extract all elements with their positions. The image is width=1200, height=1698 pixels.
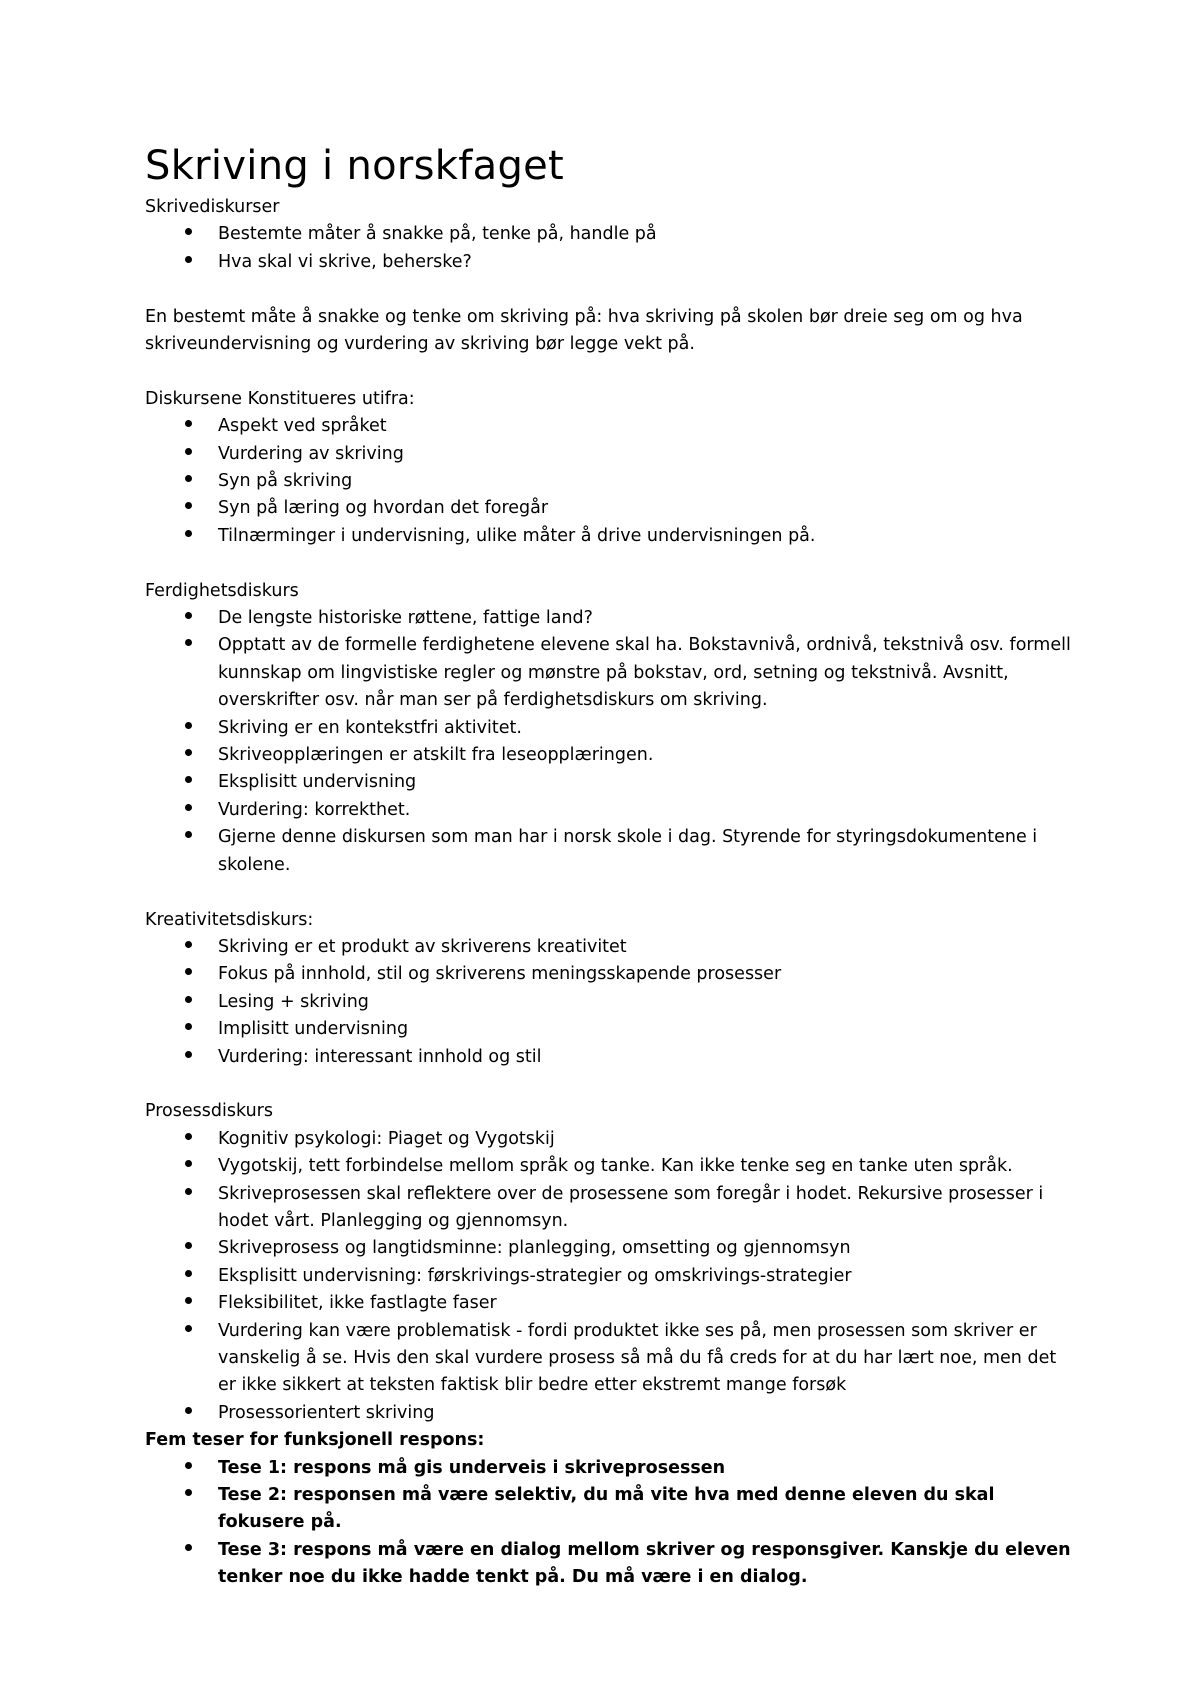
bullet-icon <box>185 420 192 427</box>
section-diskursene <box>145 386 1075 550</box>
bullet-icon <box>185 1023 192 1030</box>
bullet-icon <box>185 1188 192 1195</box>
bullet-icon <box>185 502 192 509</box>
document-page <box>145 140 1075 1592</box>
bullet-icon <box>185 831 192 838</box>
list-item: Vurdering: interessant innhold og stil <box>145 1044 1075 1071</box>
list-item: Syn på skriving <box>145 468 1075 495</box>
list-item: Skriveprosess og langtidsminne: planlegging, omsetting og gjennomsyn <box>145 1235 1075 1262</box>
bullet-list <box>145 934 1075 1071</box>
bullet-icon <box>185 228 192 235</box>
bullet-icon <box>185 1544 192 1551</box>
list-item: Hva skal vi skrive, beherske? <box>145 249 1075 276</box>
bullet-icon <box>185 639 192 646</box>
bullet-icon <box>185 256 192 263</box>
page-title: Skriving i norskfaget <box>145 143 565 189</box>
section-kreativitetsdiskurs <box>145 907 1075 1071</box>
bullet-icon <box>185 1160 192 1167</box>
list-item: Eksplisitt undervisning <box>145 769 1075 796</box>
section-heading: Skrivediskurser <box>145 197 280 217</box>
list-item: Tese 3: respons må være en dialog mellom skriver og responsgiver. Kanskje du eleven tenker noe du ikke hadde tenkt på. Du må være i en dialog. <box>145 1537 1075 1592</box>
bullet-icon <box>185 1462 192 1469</box>
bullet-icon <box>185 1489 192 1496</box>
bullet-icon <box>185 1270 192 1277</box>
bullet-icon <box>185 804 192 811</box>
list-item: Kognitiv psykologi: Piaget og Vygotskij <box>145 1126 1075 1153</box>
list-item: Lesing + skriving <box>145 989 1075 1016</box>
bullet-icon <box>185 1133 192 1140</box>
bullet-icon <box>185 1325 192 1332</box>
section-heading: Prosessdiskurs <box>145 1101 273 1122</box>
section-heading: Ferdighetsdiskurs <box>145 580 299 601</box>
list-item: Skriving er et produkt av skriverens kreativitet <box>145 934 1075 961</box>
intro-paragraph: En bestemt måte å snakke og tenke om skriving på: hva skriving på skolen bør dreie seg om og hva skriveundervisning og vurdering av skriving bør legge vekt på. <box>145 306 1023 355</box>
bullet-list <box>145 413 1075 550</box>
section-skrivediskurser <box>145 194 1075 276</box>
list-item: Tese 2: responsen må være selektiv, du må vite hva med denne eleven du skal fokusere på. <box>145 1482 1075 1537</box>
section-heading: Fem teser for funksjonell respons: <box>145 1430 485 1451</box>
bullet-icon <box>185 1051 192 1058</box>
section-heading: Diskursene Konstitueres utifra: <box>145 388 415 409</box>
bullet-icon <box>185 749 192 756</box>
list-item: Opptatt av de formelle ferdighetene elevene skal ha. Bokstavnivå, ordnivå, tekstnivå osv. formell kunnskap om lingvistiske regler og mønstre på bokstav, ord, setning og tekstnivå. Avsnitt, overskrifter osv. når man ser på ferdighetsdiskurs om skriving. <box>145 632 1075 714</box>
list-item: Prosessorientert skriving <box>145 1400 1075 1427</box>
list-item: Bestemte måter å snakke på, tenke på, handle på <box>145 221 1075 248</box>
section-ferdighetsdiskurs <box>145 578 1075 879</box>
section-heading: Kreativitetsdiskurs: <box>145 909 314 930</box>
list-item: Vygotskij, tett forbindelse mellom språk og tanke. Kan ikke tenke seg en tanke uten språk. <box>145 1153 1075 1180</box>
list-item: De lengste historiske røttene, fattige land? <box>145 605 1075 632</box>
bullet-icon <box>185 1297 192 1304</box>
list-item: Syn på læring og hvordan det foregår <box>145 495 1075 522</box>
bullet-icon <box>185 968 192 975</box>
bullet-icon <box>185 1407 192 1414</box>
list-item: Skriveopplæringen er atskilt fra leseopplæringen. <box>145 742 1075 769</box>
list-item: Tilnærminger i undervisning, ulike måter å drive undervisningen på. <box>145 523 1075 550</box>
list-item: Vurdering: korrekthet. <box>145 797 1075 824</box>
bullet-icon <box>185 1242 192 1249</box>
bullet-list <box>145 1455 1075 1592</box>
bullet-list <box>145 221 1075 276</box>
list-item: Vurdering av skriving <box>145 441 1075 468</box>
bullet-icon <box>185 448 192 455</box>
list-item: Gjerne denne diskursen som man har i norsk skole i dag. Styrende for styringsdokumentene i skolene. <box>145 824 1075 879</box>
bullet-icon <box>185 475 192 482</box>
list-item: Eksplisitt undervisning: førskrivings-strategier og omskrivings-strategier <box>145 1263 1075 1290</box>
list-item: Aspekt ved språket <box>145 413 1075 440</box>
bullet-icon <box>185 612 192 619</box>
list-item: Fleksibilitet, ikke fastlagte faser <box>145 1290 1075 1317</box>
list-item: Implisitt undervisning <box>145 1016 1075 1043</box>
list-item: Tese 1: respons må gis underveis i skriveprosessen <box>145 1455 1075 1482</box>
section-fem-teser <box>145 1427 1075 1591</box>
bullet-list <box>145 605 1075 879</box>
list-item: Skriving er en kontekstfri aktivitet. <box>145 715 1075 742</box>
section-prosessdiskurs <box>145 1098 1075 1427</box>
bullet-icon <box>185 996 192 1003</box>
bullet-icon <box>185 722 192 729</box>
list-item: Vurdering kan være problematisk - fordi produktet ikke ses på, men prosessen som skriver er vanskelig å se. Hvis den skal vurdere prosess så må du få creds for at du har lært noe, men det er ikke sikkert at teksten faktisk blir bedre etter ekstremt mange forsøk <box>145 1318 1075 1400</box>
bullet-list <box>145 1126 1075 1427</box>
bullet-icon <box>185 941 192 948</box>
list-item: Skriveprosessen skal reflektere over de prosessene som foregår i hodet. Rekursive prosesser i hodet vårt. Planlegging og gjennomsyn. <box>145 1181 1075 1236</box>
bullet-icon <box>185 530 192 537</box>
list-item: Fokus på innhold, stil og skriverens meningsskapende prosesser <box>145 961 1075 988</box>
bullet-icon <box>185 776 192 783</box>
